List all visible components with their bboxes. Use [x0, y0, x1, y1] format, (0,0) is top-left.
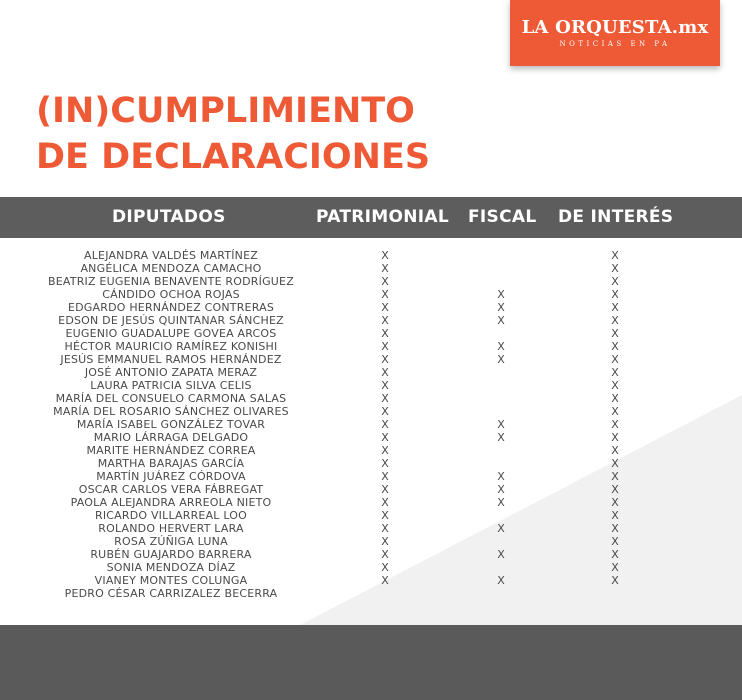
mark-patrimonial: X — [381, 496, 389, 509]
table-row — [0, 444, 742, 457]
mark-interes: X — [611, 366, 619, 379]
deputy-name: MARÍA DEL CONSUELO CARMONA SALAS — [55, 392, 287, 405]
mark-interes: X — [611, 548, 619, 561]
table-row — [0, 392, 742, 405]
mark-fiscal: X — [497, 431, 505, 444]
table-row — [0, 249, 742, 262]
mark-patrimonial: X — [381, 405, 389, 418]
deputy-name: ANGÉLICA MENDOZA CAMACHO — [80, 262, 262, 275]
mark-fiscal: X — [497, 418, 505, 431]
mark-interes: X — [611, 392, 619, 405]
mark-patrimonial: X — [381, 288, 389, 301]
mark-interes: X — [611, 327, 619, 340]
declarations-table-body — [0, 249, 742, 600]
mark-patrimonial: X — [381, 561, 389, 574]
mark-interes: X — [611, 405, 619, 418]
table-row — [0, 535, 742, 548]
deputy-name: ROSA ZÚÑIGA LUNA — [114, 535, 228, 548]
mark-patrimonial: X — [381, 275, 389, 288]
logo-wordmark: LA ORQUESTA.mx — [521, 17, 709, 38]
mark-interes: X — [611, 288, 619, 301]
mark-patrimonial: X — [381, 574, 389, 587]
mark-interes: X — [611, 470, 619, 483]
deputy-name: CÁNDIDO OCHOA ROJAS — [102, 288, 240, 301]
table-row — [0, 353, 742, 366]
table-row — [0, 483, 742, 496]
mark-interes: X — [611, 262, 619, 275]
deputy-name: JESÚS EMMANUEL RAMOS HERNÁNDEZ — [60, 353, 282, 366]
deputy-name: JOSÉ ANTONIO ZAPATA MERAZ — [84, 366, 258, 379]
mark-patrimonial: X — [381, 366, 389, 379]
table-row — [0, 405, 742, 418]
mark-interes: X — [611, 314, 619, 327]
deputy-name: EUGENIO GUADALUPE GOVEA ARCOS — [65, 327, 277, 340]
mark-interes: X — [611, 522, 619, 535]
mark-interes: X — [611, 353, 619, 366]
page-title — [36, 88, 430, 180]
mark-interes: X — [611, 561, 619, 574]
mark-fiscal: X — [497, 483, 505, 496]
table-row — [0, 301, 742, 314]
mark-interes: X — [611, 535, 619, 548]
table-row — [0, 379, 742, 392]
deputy-name: EDSON DE JESÚS QUINTANAR SÁNCHEZ — [58, 314, 284, 327]
mark-patrimonial: X — [381, 249, 389, 262]
deputy-name: VIANEY MONTES COLUNGA — [94, 574, 248, 587]
mark-fiscal: X — [497, 340, 505, 353]
table-row — [0, 418, 742, 431]
mark-patrimonial: X — [381, 509, 389, 522]
table-row — [0, 366, 742, 379]
logo-tagline: NOTICIAS EN PA — [559, 40, 671, 48]
col-header-patrimonial: PATRIMONIAL — [316, 207, 449, 227]
table-row — [0, 340, 742, 353]
mark-interes: X — [611, 379, 619, 392]
deputy-name: MARÍA DEL ROSARIO SÁNCHEZ OLIVARES — [53, 405, 289, 418]
mark-fiscal: X — [497, 574, 505, 587]
mark-interes: X — [611, 574, 619, 587]
table-row — [0, 548, 742, 561]
table-row — [0, 561, 742, 574]
mark-fiscal: X — [497, 470, 505, 483]
mark-interes: X — [611, 483, 619, 496]
mark-interes: X — [611, 249, 619, 262]
table-row — [0, 587, 742, 600]
deputy-name: ROLANDO HERVERT LARA — [98, 522, 244, 535]
deputy-name: OSCAR CARLOS VERA FÁBREGAT — [78, 483, 264, 496]
mark-patrimonial: X — [381, 301, 389, 314]
title-line-1: (IN)CUMPLIMIENTO — [36, 91, 415, 131]
mark-interes: X — [611, 418, 619, 431]
mark-fiscal: X — [497, 314, 505, 327]
deputy-name: EDGARDO HERNÁNDEZ CONTRERAS — [67, 301, 275, 314]
table-row — [0, 262, 742, 275]
mark-patrimonial: X — [381, 431, 389, 444]
deputy-name: HÉCTOR MAURICIO RAMÍREZ KONISHI — [64, 340, 278, 353]
mark-interes: X — [611, 457, 619, 470]
table-row — [0, 457, 742, 470]
deputy-name: RUBÉN GUAJARDO BARRERA — [90, 548, 252, 561]
mark-fiscal: X — [497, 288, 505, 301]
mark-fiscal: X — [497, 548, 505, 561]
table-header — [0, 197, 742, 238]
deputy-name: SONIA MENDOZA DÍAZ — [106, 561, 236, 574]
mark-patrimonial: X — [381, 457, 389, 470]
mark-patrimonial: X — [381, 353, 389, 366]
mark-patrimonial: X — [381, 444, 389, 457]
deputy-name: PEDRO CÉSAR CARRIZALEZ BECERRA — [64, 587, 278, 600]
table-row — [0, 314, 742, 327]
deputy-name: RICARDO VILLARREAL LOO — [94, 509, 247, 522]
title-line-2: DE DECLARACIONES — [36, 137, 431, 177]
mark-patrimonial: X — [381, 327, 389, 340]
mark-interes: X — [611, 275, 619, 288]
deputy-name: PAOLA ALEJANDRA ARREOLA NIETO — [70, 496, 272, 509]
deputy-name: MARTÍN JUÁREZ CÓRDOVA — [96, 470, 246, 483]
mark-patrimonial: X — [381, 340, 389, 353]
table-row — [0, 431, 742, 444]
mark-patrimonial: X — [381, 483, 389, 496]
mark-patrimonial: X — [381, 522, 389, 535]
mark-patrimonial: X — [381, 418, 389, 431]
deputy-name: MARTHA BARAJAS GARCÍA — [97, 457, 245, 470]
mark-patrimonial: X — [381, 314, 389, 327]
mark-patrimonial: X — [381, 548, 389, 561]
col-header-diputados: DIPUTADOS — [112, 207, 226, 227]
mark-interes: X — [611, 444, 619, 457]
mark-patrimonial: X — [381, 470, 389, 483]
footer-bar — [0, 625, 742, 700]
mark-interes: X — [611, 509, 619, 522]
mark-fiscal: X — [497, 353, 505, 366]
table-row — [0, 522, 742, 535]
mark-fiscal: X — [497, 301, 505, 314]
mark-fiscal: X — [497, 522, 505, 535]
deputy-name: MARIO LÁRRAGA DELGADO — [93, 431, 249, 444]
mark-fiscal: X — [497, 496, 505, 509]
deputy-name: MARÍA ISABEL GONZÁLEZ TOVAR — [76, 418, 266, 431]
table-row — [0, 288, 742, 301]
col-header-fiscal: FISCAL — [468, 207, 537, 227]
deputy-name: ALEJANDRA VALDÉS MARTÍNEZ — [83, 249, 258, 262]
table-row — [0, 470, 742, 483]
mark-interes: X — [611, 301, 619, 314]
mark-interes: X — [611, 431, 619, 444]
table-row — [0, 509, 742, 522]
mark-patrimonial: X — [381, 379, 389, 392]
mark-interes: X — [611, 340, 619, 353]
table-row — [0, 275, 742, 288]
deputy-name: LAURA PATRICIA SILVA CELIS — [90, 379, 252, 392]
mark-patrimonial: X — [381, 262, 389, 275]
mark-patrimonial: X — [381, 535, 389, 548]
mark-patrimonial: X — [381, 392, 389, 405]
brand-logo — [510, 0, 720, 66]
deputy-name: MARITE HERNÁNDEZ CORREA — [86, 444, 256, 457]
table-row — [0, 496, 742, 509]
mark-interes: X — [611, 496, 619, 509]
table-row — [0, 327, 742, 340]
deputy-name: BEATRIZ EUGENIA BENAVENTE RODRÍGUEZ — [48, 275, 294, 288]
col-header-interes: DE INTERÉS — [558, 207, 674, 227]
table-row — [0, 574, 742, 587]
